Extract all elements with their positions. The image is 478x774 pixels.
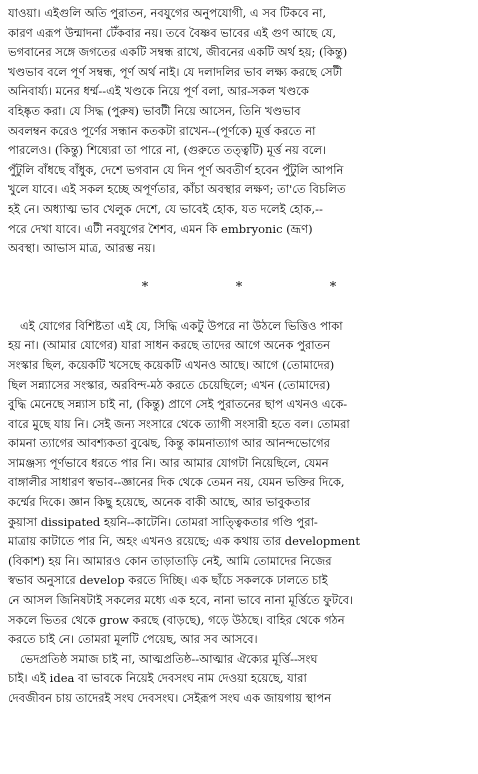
section-separator: [8, 259, 470, 317]
text-line: কুয়াসা dissipated হয়নি--কাটেনি। তোমরা সাত্ত্বিকতার গণ্ডি পুরা-: [8, 514, 318, 529]
text-line: বাঙ্গালীর সাধারণ স্বভাব--জ্ঞানের দিক থেকে তেমন নয়, যেমন ভক্তির দিকে,: [8, 475, 345, 490]
text-line: স্বভাব অনুসারে develop করতে দিচ্ছি। এক ছাঁচে সকলকে ঢালতে চাই: [8, 573, 328, 588]
paragraph-3: [8, 650, 470, 709]
text-line: (বিকাশ) হয় নি। আমারও কোন তাড়াতাড়ি নেই, আমি তোমাদের নিজের: [8, 553, 332, 568]
separator-star: *: [235, 280, 243, 296]
text-line: পারলেও। (কিন্তু) শিষ্যেরা তা পারে না, (গুরুতে তত্ত্বটি) মূর্ত্ত নয় বলে।: [8, 143, 327, 158]
text-line: চাই। এই idea বা ভাবকে নিয়েই দেবসংঘ নাম দেওয়া হয়েছে, যারা: [8, 671, 307, 686]
text-line: বহিষ্কৃত করা। যে সিদ্ধ (পুরুষ) ভাবটী নিয়ে আসেন, তিনি খণ্ডভাব: [8, 103, 301, 118]
text-line: পরে দেখা যাবে। এটী নবযুগের শৈশব, এমন কি embryonic (ভ্রূণ): [8, 221, 313, 236]
text-line: ভেদপ্রতিষ্ঠ সমাজ চাই না, আত্মপ্রতিষ্ঠ--আত্মার ঐক্যের মূর্ত্তি--সংঘ: [20, 651, 318, 666]
text-line: কর্ম্মের দিকে। জ্ঞান কিছু হয়েছে, অনেক বাকী আছে, আর ভাবুকতার: [8, 495, 311, 510]
text-line: নে আসল জিনিষটাই সকলের মধ্যে এক হবে, নানা ভাবে নানা মূর্ত্তিতে ফুটবে।: [8, 593, 354, 608]
separator-star: *: [141, 280, 149, 296]
text-line: অবস্থা। আভাস মাত্র, আরম্ভ নয়।: [8, 241, 156, 256]
text-line: যাওয়া। এইগুলি অতি পুরাতন, নবযুগের অনুপযোগী, এ সব টিকবে না,: [8, 6, 327, 20]
text-line: ছিল সন্ন্যাসের সংস্কার, অরবিন্দ-মঠ করতে চেয়েছিলে; এখন (তোমাদের): [8, 377, 331, 392]
text-line: বারে মুছে যায় নি। সেই জন্য সংসারে থেকে ত্যাগী সংসারী হতে বল। তোমরা: [8, 416, 350, 431]
text-line: হয় না। (আমার যোগের) যারা সাধন করছে তাদের আগে অনেক পুরাতন: [8, 338, 331, 353]
text-line: কামনা ত্যাগের আবশ্যকতা বুঝেছ, কিন্তু কামনাত্যাগ আর আনন্দভোগের: [8, 436, 330, 451]
text-line: মাত্রায় কাটাতে পার নি, অহং এখনও রয়েছে; এক কথায় তার development: [8, 534, 360, 549]
text-line: এই যোগের বিশিষ্টতা এই যে, সিদ্ধি একটু উপরে না উঠলে ভিত্তিও পাকা: [20, 318, 343, 333]
text-line: খুলে যাবে। এই সকল হচ্ছে অপূর্ণতার, কাঁচা অবস্থার লক্ষণ; তা'তে বিচলিত: [8, 182, 346, 197]
text-line: সংস্কার ছিল, কয়েকটি খসেছে কয়েকটি এখনও আছে। আগে (তোমাদের): [8, 357, 335, 372]
text-line: হই নে। অধ্যাত্ম ভাব খেলুক দেশে, যে ভাবেই হোক, যত দলেই হোক,--: [8, 201, 323, 216]
paragraph-1: [8, 4, 470, 259]
text-line: সামঞ্জস্য পূর্ণভাবে ধরতে পার নি। আর আমার যোগটা নিয়েছিলে, যেমন: [8, 455, 329, 470]
text-line: দেবজীবন চায় তাদেরই সংঘ দেবসংঘ। সেইরূপ সংঘ এক জায়গায় স্থাপন: [8, 691, 332, 705]
text-line: অনিবার্য্য। মনের ধর্ম্ম--এই খণ্ডকে নিয়ে পূর্ণ বলা, আর-সকল খণ্ডকে: [8, 84, 309, 99]
text-line: বুদ্ধি মেনেছে সন্ন্যাস চাই না, (কিন্তু) প্রাণে সেই পুরাতনের ছাপ এখনও একে-: [8, 397, 348, 412]
text-line: অবলম্বন করেও পূর্ণের সন্ধান কতকটা রাখেন--(পূর্ণকে) মূর্ত্ত করতে না: [8, 123, 316, 138]
text-line: কারণ এরূপ উন্মাদনা টেঁকবার নয়। তবে বৈষ্ণব ভাবের এই গুণ আছে যে,: [8, 25, 337, 40]
text-line: করতে চাই নে। তোমরা মূলটি পেয়েছ, আর সব আসবে।: [8, 632, 258, 647]
separator-star: *: [329, 280, 337, 296]
text-line: সকলে ভিতর থেকে grow করছে (বাড়ছে), গড়ে উঠছে। বাহির থেকে গঠন: [8, 612, 345, 627]
paragraph-2: [8, 317, 470, 650]
text-line: পুঁটুলি বাঁধছে বাঁধুক, দেশে ভগবান যে দিন পূর্ণ অবতীর্ণ হবেন পুঁটুলি আপনি: [8, 162, 344, 177]
text-line: ভগবানের সঙ্গে জগতের একটি সম্বন্ধ রাখে, জীবনের একটি অর্থ হয়; (কিন্তু): [8, 45, 348, 60]
text-line: খণ্ডভাব বলে পূর্ণ সম্বন্ধ, পূর্ণ অর্থ নাই। যে দলাদলির ভাব লক্ষ্য করছে সেটী: [8, 64, 343, 79]
